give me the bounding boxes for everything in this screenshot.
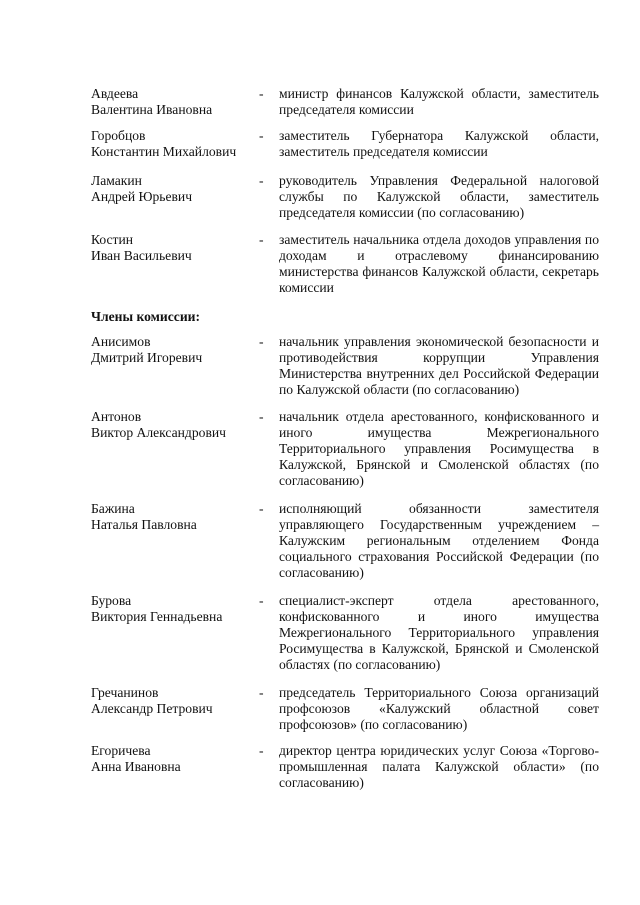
separator-dash: - [259, 173, 264, 188]
person-name [91, 128, 259, 160]
person-surname: Авдеева [91, 86, 139, 101]
separator-dash: - [259, 232, 264, 247]
person-given-names: Александр Петрович [91, 701, 213, 716]
person-surname: Горобцов [91, 128, 146, 143]
commission-member-entry [0, 334, 640, 398]
person-name [91, 593, 259, 673]
person-role: директор центра юридических услуг Союза «Торгово-промышленная палата Калужской области» (по согласованию) [279, 743, 599, 790]
person-given-names: Виктория Геннадьевна [91, 609, 223, 624]
person-given-names: Валентина Ивановна [91, 102, 213, 117]
person-given-names: Иван Васильевич [91, 248, 192, 263]
person-name [91, 501, 259, 581]
person-surname: Гречанинов [91, 685, 159, 700]
person-surname: Егоричева [91, 743, 151, 758]
separator-dash: - [259, 593, 264, 608]
members-heading: Члены комиссии: [91, 309, 201, 324]
commission-member-entry [0, 409, 640, 489]
separator-dash: - [259, 86, 264, 101]
person-name [91, 334, 259, 398]
person-name [91, 743, 259, 791]
separator-dash: - [259, 334, 264, 349]
person-role: председатель Территориального Союза организаций профсоюзов «Калужский областной совет профсоюзов» (по согласованию) [279, 685, 599, 732]
person-given-names: Наталья Павловна [91, 517, 197, 532]
person-name [91, 232, 259, 296]
commission-entry [0, 128, 640, 160]
person-role: министр финансов Калужской области, заместитель председателя комиссии [279, 86, 599, 117]
person-surname: Бурова [91, 593, 132, 608]
separator-dash: - [259, 409, 264, 424]
person-role: руководитель Управления Федеральной налоговой службы по Калужской области, заместитель председателя комиссии (по согласованию) [279, 173, 599, 220]
commission-entry [0, 232, 640, 296]
person-role: специалист-эксперт отдела арестованного, конфискованного и иного имущества Межрегионального Территориального управления Росимущества в Калужской, Брянской и Смоленской областях (по согласованию) [279, 593, 599, 672]
person-surname: Бажина [91, 501, 135, 516]
person-given-names: Дмитрий Игоревич [91, 350, 203, 365]
person-surname: Антонов [91, 409, 142, 424]
commission-member-entry [0, 685, 640, 733]
commission-entry [0, 173, 640, 221]
person-given-names: Анна Ивановна [91, 759, 181, 774]
person-name [91, 173, 259, 221]
person-given-names: Константин Михайлович [91, 144, 237, 159]
separator-dash: - [259, 743, 264, 758]
commission-member-entry [0, 501, 640, 581]
separator-dash: - [259, 501, 264, 516]
person-role: начальник отдела арестованного, конфискованного и иного имущества Межрегионального Территориального управления Росимущества в Калужской, Брянской и Смоленской областях (по согласованию) [279, 409, 599, 488]
separator-dash: - [259, 128, 264, 143]
commission-member-entry [0, 743, 640, 791]
person-given-names: Виктор Александрович [91, 425, 226, 440]
commission-entry [0, 86, 640, 118]
separator-dash: - [259, 685, 264, 700]
person-role: заместитель Губернатора Калужской области, заместитель председателя комиссии [279, 128, 599, 159]
person-role: заместитель начальника отдела доходов управления по доходам и отраслевому финансированию министерства финансов Калужской области, секретарь комиссии [279, 232, 599, 295]
commission-member-entry [0, 593, 640, 673]
person-surname: Ламакин [91, 173, 142, 188]
person-name [91, 86, 259, 118]
person-role: начальник управления экономической безопасности и противодействия коррупции Управления Министерства внутренних дел Российской Федерации по Калужской области (по согласованию) [279, 334, 599, 397]
person-role: исполняющий обязанности заместителя управляющего Государственным учреждением – Калужским региональным отделением Фонда социального страхования Российской Федерации (по согласованию) [279, 501, 599, 580]
person-name [91, 685, 259, 733]
person-surname: Анисимов [91, 334, 151, 349]
person-surname: Костин [91, 232, 134, 247]
person-given-names: Андрей Юрьевич [91, 189, 193, 204]
person-name [91, 409, 259, 489]
